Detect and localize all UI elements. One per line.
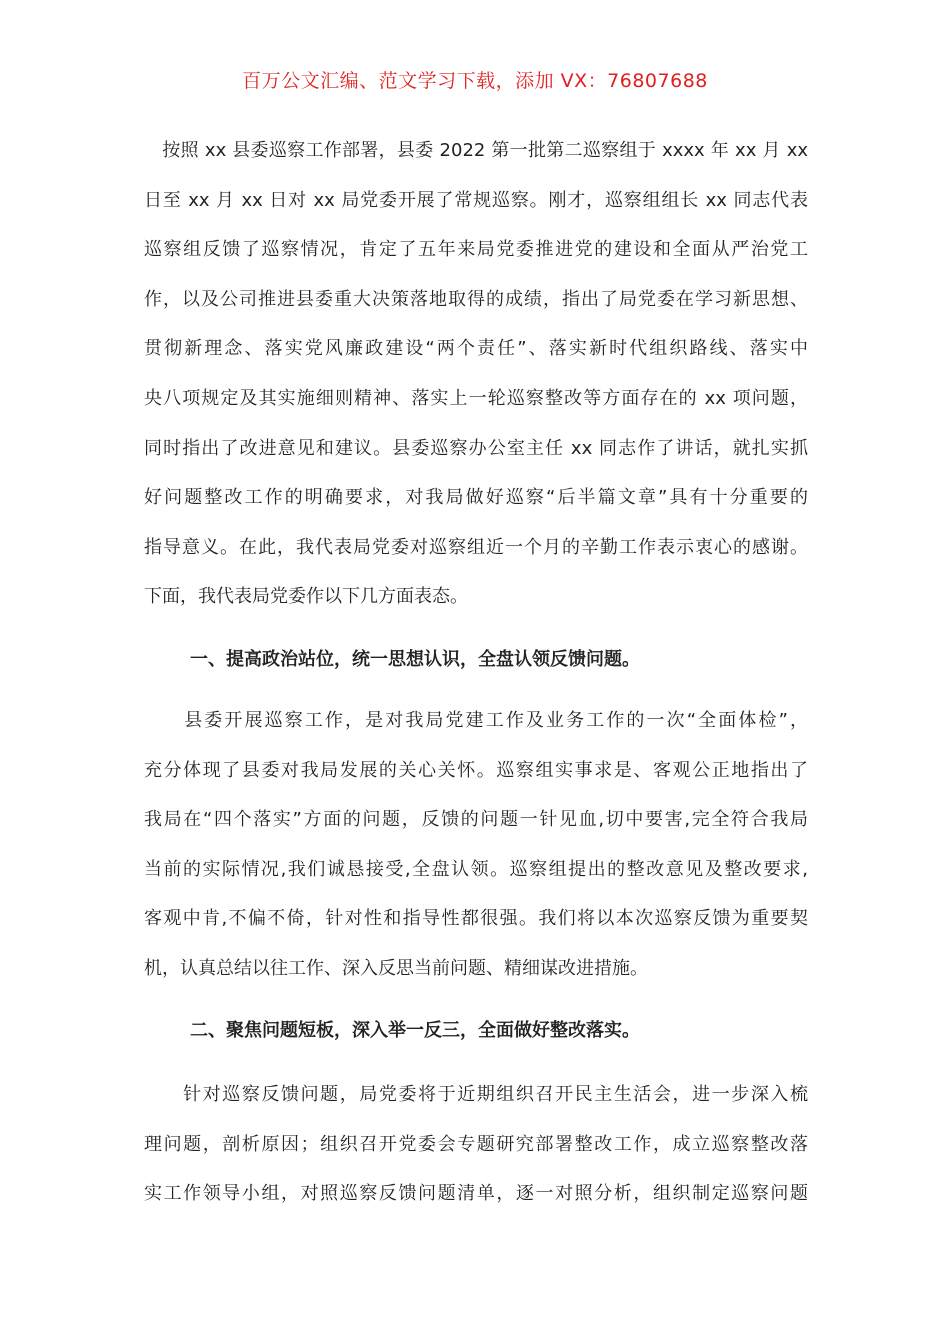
section-1-line: 县委开展巡察工作，是对我局党建工作及业务工作的一次“全面体检”， (144, 710, 808, 731)
section-2-line: 针对巡察反馈问题，局党委将于近期组织召开民主生活会，进一步深入梳 (144, 1084, 808, 1105)
intro-line: 作，以及公司推进县委重大决策落地取得的成绩，指出了局党委在学习新思想、 (144, 288, 808, 310)
intro-line: 央八项规定及其实施细则精神、落实上一轮巡察整改等方面存在的 xx 项问题， (144, 387, 808, 409)
intro-paragraph (144, 126, 808, 622)
promo-header: 百万公文汇编、范文学习下载，添加 VX：76807688 (242, 70, 708, 92)
section-2-heading: 二、聚焦问题短板，深入举一反三，全面做好整改落实。 (190, 1020, 640, 1041)
intro-line: 同时指出了改进意见和建议。县委巡察办公室主任 xx 同志作了讲话，就扎实抓 (144, 437, 808, 459)
section-2-line: 实工作领导小组，对照巡察反馈问题清单，逐一对照分析，组织制定巡察问题 (144, 1183, 808, 1205)
section-1-line: 客观中肯,不偏不倚，针对性和指导性都很强。我们将以本次巡察反馈为重要契 (144, 908, 808, 930)
intro-line: 下面，我代表局党委作以下几方面表态。 (144, 586, 468, 608)
intro-line: 按照 xx 县委巡察工作部署，县委 2022 第一批第二巡察组于 xxxx 年 xx 月 xx (144, 140, 808, 161)
intro-line: 指导意义。在此，我代表局党委对巡察组近一个月的辛勤工作表示衷心的感谢。 (144, 536, 808, 558)
section-2-paragraph (144, 1070, 808, 1219)
intro-line: 日至 xx 月 xx 日对 xx 局党委开展了常规巡察。刚才，巡察组组长 xx 同志代表 (144, 189, 808, 211)
section-1-paragraph (144, 696, 808, 994)
intro-line: 好问题整改工作的明确要求，对我局做好巡察“后半篇文章”具有十分重要的 (144, 487, 808, 509)
section-1-line: 机，认真总结以往工作、深入反思当前问题、精细谋改进措施。 (144, 957, 648, 979)
section-2-line: 理问题，剖析原因；组织召开党委会专题研究部署整改工作，成立巡察整改落 (144, 1133, 808, 1155)
section-1-line: 当前的实际情况,我们诚恳接受,全盘认领。巡察组提出的整改意见及整改要求, (144, 858, 808, 880)
intro-line: 巡察组反馈了巡察情况，肯定了五年来局党委推进党的建设和全面从严治党工 (144, 239, 808, 261)
intro-line: 贯彻新理念、落实党风廉政建设“两个责任”、落实新时代组织路线、落实中 (144, 338, 808, 360)
section-1-line: 我局在“四个落实”方面的问题，反馈的问题一针见血,切中要害,完全符合我局 (144, 809, 808, 831)
section-1-heading: 一、提高政治站位，统一思想认识，全盘认领反馈问题。 (190, 649, 640, 670)
section-1-line: 充分体现了县委对我局发展的关心关怀。巡察组实事求是、客观公正地指出了 (144, 759, 808, 781)
